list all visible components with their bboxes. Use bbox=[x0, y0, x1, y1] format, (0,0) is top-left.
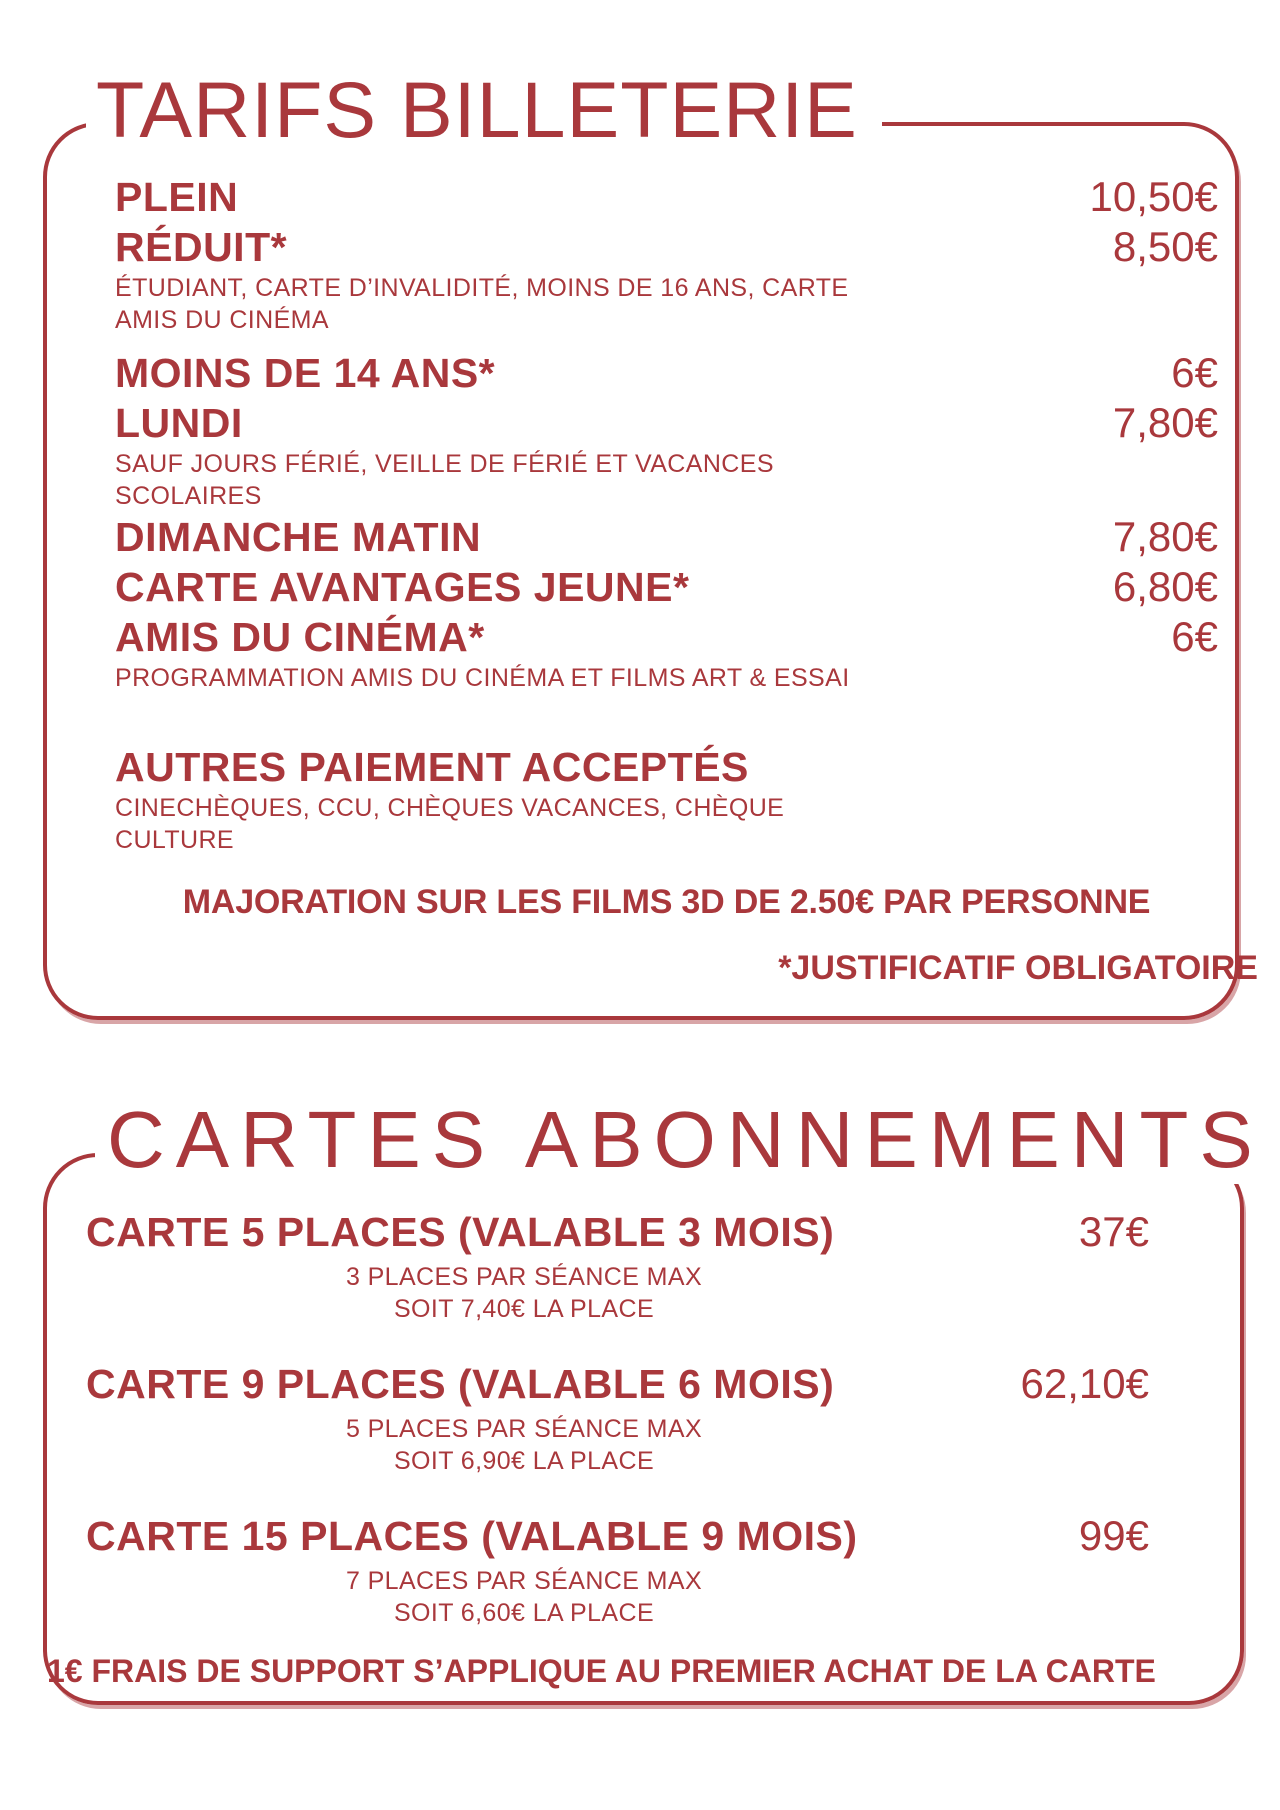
card-price: 62,10€ bbox=[1020, 1360, 1149, 1407]
card-label: CARTE 9 PLACES (VALABLE 6 MOIS) bbox=[86, 1361, 835, 1407]
card-row bbox=[86, 1359, 1149, 1409]
tarif-row bbox=[115, 222, 1218, 272]
tarif-row bbox=[115, 172, 1218, 222]
tarif-price: 8,50€ bbox=[1112, 223, 1218, 270]
tarif-price: 6€ bbox=[1171, 349, 1218, 396]
card-note-block bbox=[124, 1413, 924, 1477]
payments-note-line: CULTURE bbox=[115, 826, 235, 854]
tarif-row bbox=[115, 398, 1218, 448]
card-note-line: SOIT 6,60€ LA PLACE bbox=[393, 1599, 655, 1627]
tarif-note-block bbox=[115, 272, 1218, 336]
card-note-line: 7 PLACES PAR SÉANCE MAX bbox=[345, 1567, 703, 1595]
tarif-note-line: SAUF JOURS FÉRIÉ, VEILLE DE FÉRIÉ ET VACANCES bbox=[115, 450, 774, 478]
tarif-note-line: ÉTUDIANT, CARTE D’INVALIDITÉ, MOINS DE 16 ANS, CARTE bbox=[115, 274, 849, 302]
tarif-note-line: SCOLAIRES bbox=[115, 482, 262, 510]
tarif-price: 10,50€ bbox=[1089, 173, 1218, 220]
payments-note-line: CINECHÈQUES, CCU, CHÈQUES VACANCES, CHÈQUE bbox=[115, 794, 785, 822]
tarif-row bbox=[115, 348, 1218, 398]
tarif-label: PLEIN bbox=[115, 174, 239, 220]
tarif-label: LUNDI bbox=[115, 400, 243, 446]
tarif-price: 6,80€ bbox=[1112, 563, 1218, 610]
tarif-label: CARTE AVANTAGES JEUNE* bbox=[115, 564, 690, 610]
card-block bbox=[86, 1207, 1149, 1325]
card-block bbox=[86, 1511, 1149, 1629]
tarif-label: AMIS DU CINÉMA* bbox=[115, 614, 485, 660]
tarif-price: 6€ bbox=[1171, 613, 1218, 660]
tarif-note-line: AMIS DU CINÉMA bbox=[115, 306, 329, 334]
card-row bbox=[86, 1511, 1149, 1561]
payments-heading: AUTRES PAIEMENT ACCEPTÉS bbox=[115, 744, 749, 790]
card-note-line: SOIT 6,90€ LA PLACE bbox=[393, 1447, 655, 1475]
card-note-block bbox=[124, 1565, 924, 1629]
surcharge-3d-note: MAJORATION SUR LES FILMS 3D DE 2.50€ PAR PERSONNE bbox=[182, 883, 1151, 921]
tarif-row bbox=[115, 512, 1218, 562]
tarif-label: DIMANCHE MATIN bbox=[115, 514, 482, 560]
card-price: 99€ bbox=[1078, 1512, 1149, 1559]
payments-note-block bbox=[115, 792, 1218, 856]
tarif-note-line: PROGRAMMATION AMIS DU CINÉMA ET FILMS ART & ESSAI bbox=[115, 664, 850, 692]
cartes-section-title: CARTES ABONNEMENTS bbox=[95, 1096, 1278, 1184]
tarif-row bbox=[115, 612, 1218, 662]
card-note-line: 3 PLACES PAR SÉANCE MAX bbox=[345, 1263, 703, 1291]
tarif-price: 7,80€ bbox=[1112, 513, 1218, 560]
cartes-content bbox=[47, 1157, 1156, 1691]
card-block bbox=[86, 1359, 1149, 1477]
card-price: 37€ bbox=[1078, 1208, 1149, 1255]
tarif-note-block bbox=[115, 662, 1218, 694]
card-label: CARTE 5 PLACES (VALABLE 3 MOIS) bbox=[86, 1209, 835, 1255]
tarif-row bbox=[115, 562, 1218, 612]
tarif-price: 7,80€ bbox=[1112, 399, 1218, 446]
tarif-label: RÉDUIT* bbox=[115, 224, 288, 270]
card-support-fee-note: 1€ FRAIS DE SUPPORT S’APPLIQUE AU PREMIER ACHAT DE LA CARTE bbox=[47, 1653, 1156, 1689]
proof-required-note: *JUSTIFICATIF OBLIGATOIRE bbox=[778, 949, 1258, 987]
tarif-note-block bbox=[115, 448, 1218, 512]
card-note-block bbox=[124, 1261, 924, 1325]
card-row bbox=[86, 1207, 1149, 1257]
tarif-label: MOINS DE 14 ANS* bbox=[115, 350, 496, 396]
card-note-line: 5 PLACES PAR SÉANCE MAX bbox=[345, 1415, 703, 1443]
payments-heading-row bbox=[115, 742, 1218, 792]
card-label: CARTE 15 PLACES (VALABLE 9 MOIS) bbox=[86, 1513, 858, 1559]
tarifs-content bbox=[47, 126, 1258, 988]
tarifs-section-title: TARIFS BILLETERIE bbox=[86, 66, 882, 153]
card-note-line: SOIT 7,40€ LA PLACE bbox=[393, 1295, 655, 1323]
